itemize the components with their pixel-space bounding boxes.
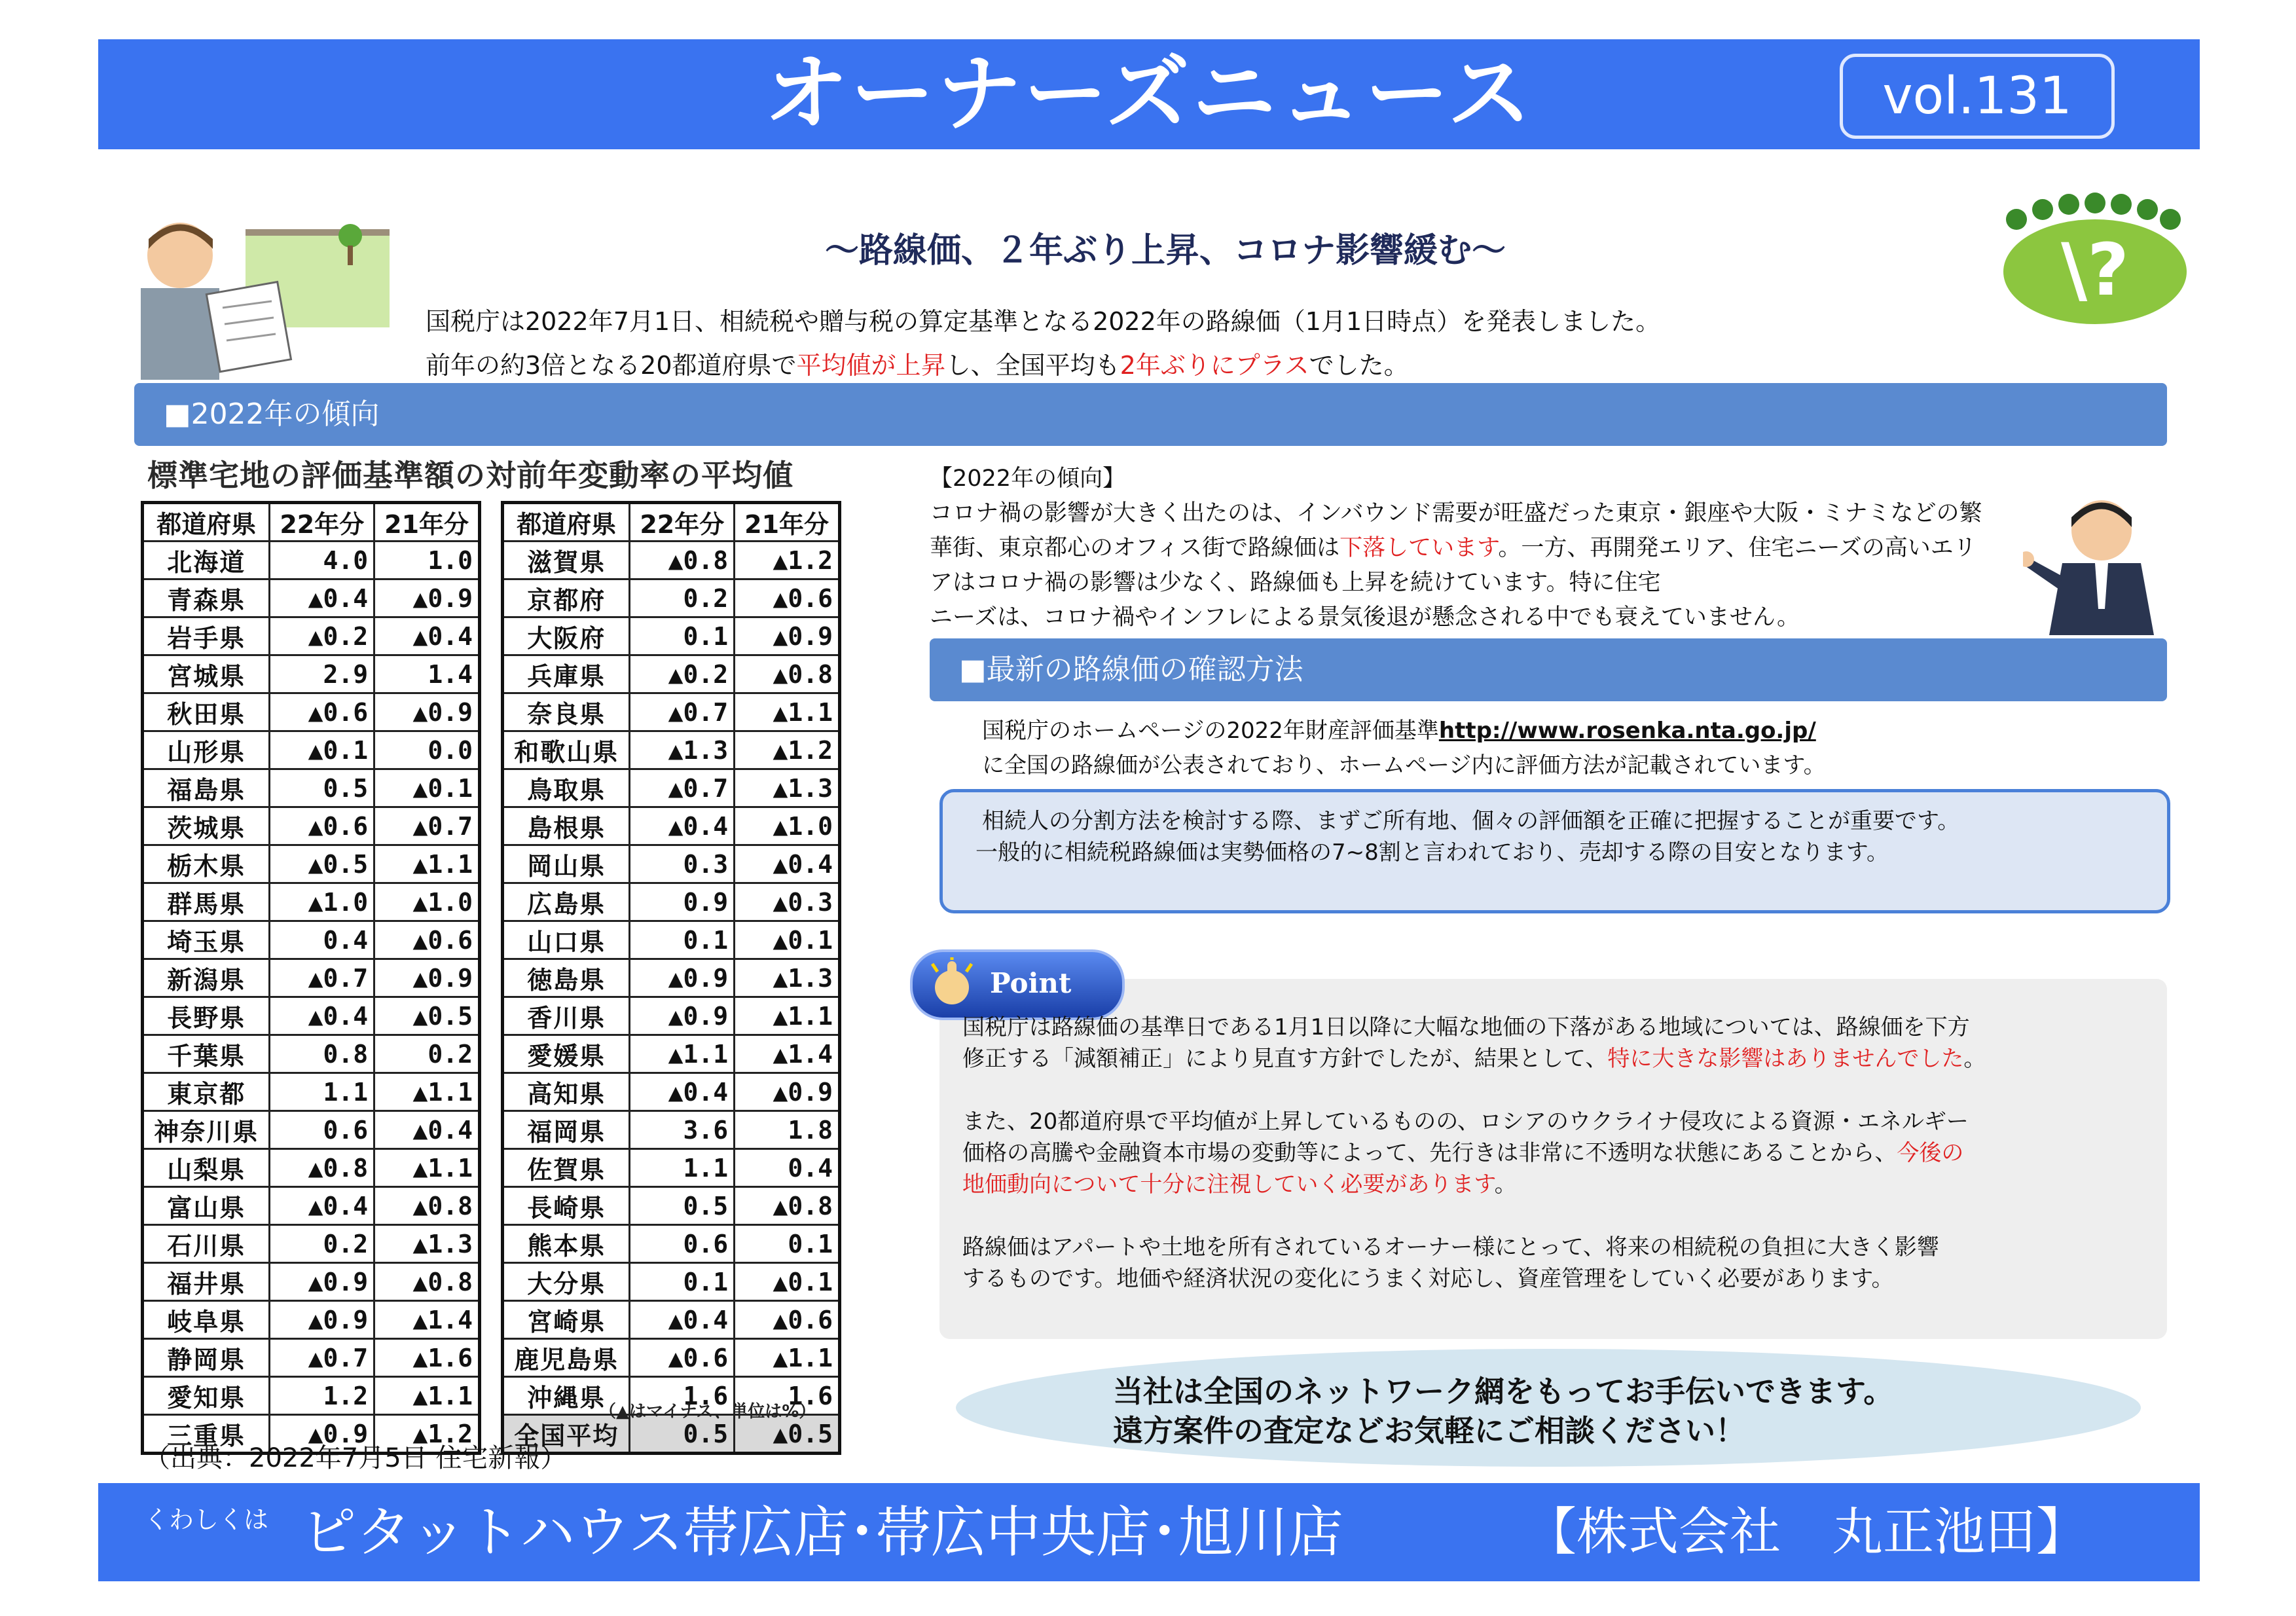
rate-21-cell: ▲0.8	[374, 1263, 480, 1301]
table-row	[503, 1187, 840, 1225]
table-row	[503, 1263, 840, 1301]
prefecture-cell: 青森県	[143, 579, 270, 617]
rate-21-cell: 0.1	[735, 1225, 840, 1263]
prefecture-cell: 富山県	[143, 1187, 270, 1225]
prefecture-cell: 沖縄県	[503, 1377, 630, 1415]
rate-22-cell: ▲0.2	[630, 655, 735, 693]
rate-22-cell: ▲1.3	[630, 731, 735, 769]
rate-22-cell: ▲0.6	[630, 1339, 735, 1377]
table-row	[143, 1377, 480, 1415]
rate-22-cell: ▲0.4	[270, 1187, 374, 1225]
rate-22-cell: 4.0	[270, 542, 374, 579]
rate-21-cell: ▲1.4	[374, 1301, 480, 1339]
rate-21-cell: ▲0.9	[374, 959, 480, 997]
rate-22-cell: ▲0.7	[270, 1339, 374, 1377]
table-source: （出典：2022年7月5日 住宅新報）	[144, 1443, 567, 1473]
table-row	[143, 731, 480, 769]
prefecture-cell: 鳥取県	[503, 769, 630, 807]
col-header-prefecture: 都道府県	[503, 503, 630, 542]
rate-21-cell: ▲1.1	[735, 1339, 840, 1377]
point-line	[962, 1169, 1986, 1200]
table-row	[503, 693, 840, 731]
point-line	[962, 1043, 1986, 1074]
prefecture-cell: 神奈川県	[143, 1111, 270, 1149]
rate-22-cell: ▲0.9	[270, 1415, 374, 1454]
rate-21-cell: ▲1.3	[735, 769, 840, 807]
rate-22-cell: ▲0.8	[270, 1149, 374, 1187]
table-row	[143, 883, 480, 921]
point-line: するものです。地価や経済状況の変化にうまく対応し、資産管理をしていく必要があります。	[962, 1266, 1894, 1292]
prefecture-cell: 秋田県	[143, 693, 270, 731]
section-band-howto	[930, 638, 2167, 701]
rate-22-cell: ▲1.0	[270, 883, 374, 921]
rate-21-cell: ▲0.7	[374, 807, 480, 845]
rate-22-cell: ▲0.9	[630, 997, 735, 1035]
rate-22-cell: 3.6	[630, 1111, 735, 1149]
section-band-trend	[134, 383, 2167, 446]
prefecture-cell: 山口県	[503, 921, 630, 959]
rate-21-cell: ▲1.6	[374, 1339, 480, 1377]
rate-21-cell: 1.8	[735, 1111, 840, 1149]
point-highlight: 地価動向について十分に注視していく必要があります	[962, 1171, 1495, 1198]
table-row	[143, 1225, 480, 1263]
rate-21-cell: 0.2	[374, 1035, 480, 1073]
prefecture-cell: 群馬県	[143, 883, 270, 921]
prefecture-cell: 栃木県	[143, 845, 270, 883]
rate-21-cell: ▲0.8	[735, 655, 840, 693]
rate-22-cell: ▲0.4	[630, 807, 735, 845]
rate-21-cell: ▲0.6	[374, 921, 480, 959]
table-row	[503, 542, 840, 579]
footer-company: 【株式会社 丸正池田】	[1525, 1503, 2088, 1562]
rate-22-cell: 0.2	[270, 1225, 374, 1263]
rate-21-cell: ▲0.3	[735, 883, 840, 921]
table-row	[503, 655, 840, 693]
prefecture-cell: 高知県	[503, 1073, 630, 1111]
prefecture-cell: 福岡県	[503, 1111, 630, 1149]
rate-21-cell: ▲0.9	[374, 693, 480, 731]
table-row	[143, 845, 480, 883]
col-header-prefecture: 都道府県	[143, 503, 270, 542]
col-header-22: 22年分	[630, 503, 735, 542]
trend-line: コロナ禍の影響が大きく出たのは、インバウンド需要が旺盛だった東京・銀座や大阪・ミナミなどの繁	[930, 500, 1982, 526]
table-row	[503, 1339, 840, 1377]
rate-21-cell: ▲0.8	[735, 1187, 840, 1225]
rate-22-cell: ▲0.4	[630, 1073, 735, 1111]
table-row	[143, 693, 480, 731]
table-row	[503, 921, 840, 959]
prefecture-cell: 千葉県	[143, 1035, 270, 1073]
table-row	[503, 1035, 840, 1073]
trend-line: ニーズは、コロナ禍やインフレによる景気後退が懸念される中でも衰えていません。	[930, 604, 1800, 631]
prefecture-cell: 長崎県	[503, 1187, 630, 1225]
footer-lead: くわしくは	[144, 1505, 269, 1534]
table-title: 標準宅地の評価基準額の対前年変動率の平均値	[147, 458, 793, 493]
table-row	[503, 1111, 840, 1149]
point-line: 路線価はアパートや土地を所有されているオーナー様にとって、将来の相続税の負担に大きく影響	[962, 1234, 1939, 1260]
rate-21-cell: ▲1.1	[735, 693, 840, 731]
intro-text: 前年の約3倍となる20都道府県で	[426, 351, 797, 380]
point-label: Point	[990, 967, 1072, 999]
table-row	[143, 959, 480, 997]
point-text-span: 価格の高騰や金融資本市場の変動等によって、先行きは非常に不透明な状態にあることから、	[962, 1140, 1897, 1166]
intro-line-1: 国税庁は2022年7月1日、相続税や贈与税の算定基準となる2022年の路線価（1月1日時点）を発表しました。	[426, 307, 1661, 336]
prefecture-cell: 山形県	[143, 731, 270, 769]
rate-22-cell: 1.1	[630, 1149, 735, 1187]
rate-22-cell: 1.2	[270, 1377, 374, 1415]
prefecture-cell: 島根県	[503, 807, 630, 845]
howto-text	[982, 714, 1826, 783]
rate-21-cell: ▲1.3	[735, 959, 840, 997]
rate-21-cell: ▲0.4	[374, 617, 480, 655]
howto-line	[982, 714, 1826, 748]
trend-highlight: 下落しています	[1339, 535, 1499, 561]
rate-22-cell: 0.5	[630, 1187, 735, 1225]
rate-22-cell: ▲0.6	[270, 693, 374, 731]
rate-22-cell: ▲1.1	[630, 1035, 735, 1073]
intro-line-2	[426, 345, 1409, 381]
table-row	[143, 997, 480, 1035]
prefecture-cell: 大阪府	[503, 617, 630, 655]
table-row	[143, 655, 480, 693]
prefecture-cell: 愛媛県	[503, 1035, 630, 1073]
businessman-clipboard-illustration	[115, 210, 403, 380]
info-box-text	[975, 805, 1960, 868]
rate-21-cell: ▲0.4	[735, 845, 840, 883]
rate-21-cell: ▲0.6	[735, 1301, 840, 1339]
point-badge	[910, 949, 1125, 1020]
rate-22-cell: ▲0.7	[630, 693, 735, 731]
rate-22-cell: 0.1	[630, 1263, 735, 1301]
rate-22-cell: ▲0.4	[270, 997, 374, 1035]
point-line	[962, 1137, 1986, 1169]
prefecture-cell: 三重県	[143, 1415, 270, 1454]
howto-line: に全国の路線価が公表されており、ホームページ内に評価方法が記載されています。	[982, 752, 1826, 779]
rate-21-cell: ▲0.9	[735, 1073, 840, 1111]
rate-21-cell: ▲1.2	[374, 1415, 480, 1454]
rate-21-cell: 1.6	[735, 1377, 840, 1415]
rate-21-cell: ▲1.1	[374, 1377, 480, 1415]
rate-21-cell: ▲0.4	[374, 1111, 480, 1149]
callout-line-1: 当社は全国のネットワーク網をもってお手伝いできます。	[1113, 1374, 1894, 1409]
table-row	[503, 769, 840, 807]
table-row	[503, 997, 840, 1035]
rate-21-cell: ▲1.1	[374, 845, 480, 883]
rate-21-cell: ▲1.2	[735, 542, 840, 579]
rate-22-cell: 0.6	[270, 1111, 374, 1149]
rate-22-cell: 0.4	[270, 921, 374, 959]
prefecture-cell: 愛知県	[143, 1377, 270, 1415]
prefecture-cell: 宮城県	[143, 655, 270, 693]
prefecture-cell: 和歌山県	[503, 731, 630, 769]
table-row	[503, 579, 840, 617]
point-line: また、20都道府県で平均値が上昇しているものの、ロシアのウクライナ侵攻による資源・エネルギー	[962, 1109, 1969, 1135]
table-row	[143, 617, 480, 655]
table-row	[503, 617, 840, 655]
rate-22-cell: 0.2	[630, 579, 735, 617]
rate-21-cell: ▲1.1	[374, 1149, 480, 1187]
rate-22-cell: 0.5	[270, 769, 374, 807]
rate-22-cell: 1.6	[630, 1377, 735, 1415]
prefecture-cell: 大分県	[503, 1263, 630, 1301]
table-row	[143, 1263, 480, 1301]
info-line: 相続人の分割方法を検討する際、まずご所有地、個々の評価額を正確に把握することが重要です。	[982, 808, 1960, 834]
rosenka-link[interactable]: http://www.rosenka.nta.go.jp/	[1438, 718, 1816, 744]
trend-heading: 【2022年の傾向】	[930, 466, 1126, 492]
rate-22-cell: 0.6	[630, 1225, 735, 1263]
prefecture-cell: 兵庫県	[503, 655, 630, 693]
prefecture-cell: 石川県	[143, 1225, 270, 1263]
trend-text-span: 華街、東京都心のオフィス街で路線価は	[930, 535, 1340, 561]
trend-text	[930, 462, 1982, 635]
prefecture-cell: 宮崎県	[503, 1301, 630, 1339]
prefecture-cell: 岩手県	[143, 617, 270, 655]
rate-21-cell: ▲1.0	[735, 807, 840, 845]
table-row	[503, 1225, 840, 1263]
table-row	[143, 1149, 480, 1187]
spacer	[962, 1074, 1986, 1106]
prefecture-cell: 熊本県	[503, 1225, 630, 1263]
info-box	[939, 789, 2170, 913]
rate-21-cell: ▲0.1	[374, 769, 480, 807]
point-text-span: 。	[1963, 1046, 1986, 1072]
prefecture-cell: 岡山県	[503, 845, 630, 883]
rate-22-cell: 1.1	[270, 1073, 374, 1111]
rate-21-cell: 0.0	[374, 731, 480, 769]
callout-line-2: 遠方案件の査定などお気軽にご相談ください！	[1113, 1413, 1745, 1448]
point-text-span: 。	[1494, 1171, 1517, 1198]
rate-21-cell: ▲1.1	[374, 1073, 480, 1111]
point-line: 国税庁は路線価の基準日である1月1日以降に大幅な地価の下落がある地域については、路線価を下方	[962, 1014, 1970, 1040]
rate-22-cell: 0.1	[630, 617, 735, 655]
rate-22-cell: 0.3	[630, 845, 735, 883]
rate-22-cell: 0.8	[270, 1035, 374, 1073]
prefecture-cell: 静岡県	[143, 1339, 270, 1377]
header-banner	[98, 39, 2200, 149]
footer-banner	[98, 1483, 2200, 1581]
prefecture-cell: 長野県	[143, 997, 270, 1035]
table-row	[143, 1035, 480, 1073]
rate-21-cell: ▲0.1	[735, 1263, 840, 1301]
section-label: ■最新の路線価の確認方法	[959, 653, 1303, 686]
rate-22-cell: ▲0.4	[270, 579, 374, 617]
rate-21-cell: 1.0	[374, 542, 480, 579]
prefecture-cell: 福井県	[143, 1263, 270, 1301]
rate-22-cell: ▲0.7	[270, 959, 374, 997]
info-line: 一般的に相続税路線価は実勢価格の7~8割と言われており、売却する際の目安となります。	[975, 839, 1889, 866]
rate-22-cell: ▲0.9	[270, 1263, 374, 1301]
rate-21-cell: ▲0.1	[735, 921, 840, 959]
trend-line	[930, 531, 1982, 566]
point-highlight: 特に大きな影響はありませんでした	[1607, 1046, 1964, 1072]
rate-22-cell: 2.9	[270, 655, 374, 693]
rate-22-cell: ▲0.5	[270, 845, 374, 883]
prefecture-cell: 奈良県	[503, 693, 630, 731]
prefecture-cell: 北海道	[143, 542, 270, 579]
rate-21-cell: ▲1.3	[374, 1225, 480, 1263]
question-mark-icon	[1997, 190, 2187, 327]
rate-21-cell: ▲0.5	[735, 1415, 840, 1454]
prefecture-cell: 茨城県	[143, 807, 270, 845]
prefecture-cell: 山梨県	[143, 1149, 270, 1187]
rate-21-cell: ▲0.9	[735, 617, 840, 655]
article-subtitle: ～路線価、２年ぶり上昇、コロナ影響緩む～	[824, 231, 1506, 270]
table-row	[503, 1149, 840, 1187]
rate-22-cell: 0.9	[630, 883, 735, 921]
prefecture-cell: 新潟県	[143, 959, 270, 997]
rate-21-cell: ▲0.8	[374, 1187, 480, 1225]
rate-table-left	[141, 501, 481, 1455]
table-row	[143, 769, 480, 807]
point-highlight: 今後の	[1897, 1140, 1964, 1166]
intro-text: でした。	[1309, 351, 1409, 380]
table-row	[143, 542, 480, 579]
prefecture-cell: 佐賀県	[503, 1149, 630, 1187]
rate-22-cell: ▲0.4	[630, 1301, 735, 1339]
rate-21-cell: ▲0.5	[374, 997, 480, 1035]
table-row	[503, 1301, 840, 1339]
trend-line: アはコロナ禍の影響は少なく、路線価も上昇を続けています。特に住宅	[930, 570, 1661, 596]
table-row	[503, 1073, 840, 1111]
businessman-pointing-illustration	[2023, 491, 2174, 635]
hand-pointing-icon	[926, 957, 978, 1010]
rate-21-cell: ▲0.6	[735, 579, 840, 617]
point-text	[962, 1012, 1986, 1295]
spacer	[962, 1200, 1986, 1232]
prefecture-cell: 香川県	[503, 997, 630, 1035]
prefecture-cell: 滋賀県	[503, 542, 630, 579]
rate-22-cell: ▲0.2	[270, 617, 374, 655]
col-header-21: 21年分	[735, 503, 840, 542]
table-row	[143, 807, 480, 845]
table-row	[503, 883, 840, 921]
intro-text: し、全国平均も	[945, 351, 1120, 380]
intro-highlight: 2年ぶりにプラス	[1120, 351, 1309, 380]
col-header-22: 22年分	[270, 503, 374, 542]
table-row	[503, 959, 840, 997]
prefecture-cell: 鹿児島県	[503, 1339, 630, 1377]
table-row	[503, 731, 840, 769]
svg-text:\?: \?	[2061, 228, 2129, 312]
rate-22-cell: ▲0.8	[630, 542, 735, 579]
table-row	[143, 1187, 480, 1225]
table-note: （▲はマイナス、単位は%）	[599, 1402, 816, 1422]
howto-text-span: 国税庁のホームページの2022年財産評価基準	[982, 718, 1439, 744]
rate-22-cell: 0.1	[630, 921, 735, 959]
footer-stores: ピタットハウス帯広店･帯広中央店･旭川店	[301, 1500, 1343, 1564]
rate-21-cell: 1.4	[374, 655, 480, 693]
rate-22-cell: ▲0.9	[270, 1301, 374, 1339]
table-row	[143, 921, 480, 959]
table-row	[503, 807, 840, 845]
rate-22-cell: ▲0.6	[270, 807, 374, 845]
intro-highlight: 平均値が上昇	[796, 351, 946, 380]
rate-21-cell: ▲0.9	[374, 579, 480, 617]
rate-22-cell: ▲0.9	[630, 959, 735, 997]
table-row	[143, 1301, 480, 1339]
table-row	[143, 1073, 480, 1111]
prefecture-cell: 福島県	[143, 769, 270, 807]
rate-table-right	[501, 501, 841, 1455]
rate-21-cell: ▲1.4	[735, 1035, 840, 1073]
prefecture-cell: 徳島県	[503, 959, 630, 997]
callout-text	[1113, 1372, 1893, 1450]
rate-21-cell: 0.4	[735, 1149, 840, 1187]
col-header-21: 21年分	[374, 503, 480, 542]
prefecture-cell: 東京都	[143, 1073, 270, 1111]
prefecture-cell: 埼玉県	[143, 921, 270, 959]
rate-21-cell: ▲1.1	[735, 997, 840, 1035]
prefecture-cell: 広島県	[503, 883, 630, 921]
rate-22-cell: 0.5	[630, 1415, 735, 1454]
rate-21-cell: ▲1.2	[735, 731, 840, 769]
rate-21-cell: ▲1.0	[374, 883, 480, 921]
volume-badge: vol.131	[1840, 54, 2115, 139]
trend-text-span: 。一方、再開発エリア、住宅ニーズの高いエリ	[1498, 535, 1977, 561]
table-row	[503, 845, 840, 883]
prefecture-cell: 岐阜県	[143, 1301, 270, 1339]
rate-22-cell: ▲0.7	[630, 769, 735, 807]
newsletter-title: オーナーズニュース	[764, 45, 1534, 143]
point-text-span: 修正する「減額補正」により見直す方針でしたが、結果として、	[962, 1046, 1608, 1072]
prefecture-cell: 全国平均	[503, 1415, 630, 1454]
rate-22-cell: ▲0.1	[270, 731, 374, 769]
prefecture-cell: 京都府	[503, 579, 630, 617]
table-row	[143, 1339, 480, 1377]
table-row	[143, 579, 480, 617]
section-label: ■2022年の傾向	[164, 397, 380, 431]
table-row	[143, 1111, 480, 1149]
